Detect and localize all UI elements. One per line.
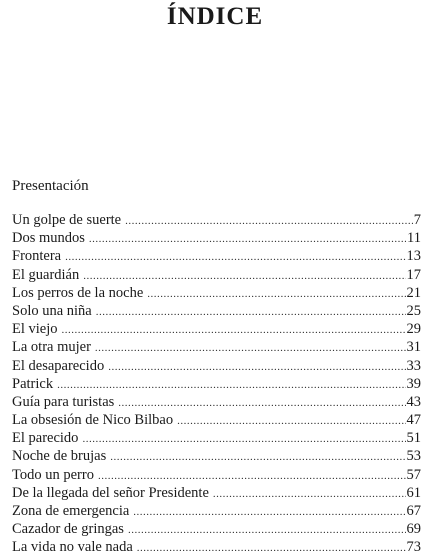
toc-entry-page-number: 73 (406, 539, 421, 556)
toc-entry-title: El desaparecido (12, 357, 105, 374)
toc-entry (12, 466, 421, 484)
toc-entry (12, 538, 421, 556)
page-title: ÍNDICE (166, 3, 264, 30)
toc-leader-dots (98, 467, 406, 485)
toc-entry-title: Zona de emergencia (12, 503, 130, 519)
toc-entry (12, 520, 421, 538)
toc-leader-dots (147, 285, 405, 303)
toc-entry-title: El viejo (12, 321, 58, 338)
toc-entry-page-number: 51 (406, 430, 421, 447)
toc-entry-page-number: 7 (413, 212, 421, 228)
toc-leader-dots (213, 485, 406, 503)
toc-entry (12, 338, 421, 356)
toc-leader-dots (96, 303, 406, 321)
toc-leader-dots (125, 212, 413, 230)
toc-entry-title: De la llegada del señor Presidente (12, 484, 209, 501)
toc-leader-dots (95, 339, 406, 357)
toc-entry-page-number: 13 (406, 248, 421, 265)
toc-leader-dots (110, 448, 405, 466)
toc-entry-title: Todo un perro (12, 466, 94, 483)
toc-entry-page-number: 11 (407, 230, 421, 247)
toc-entry-page-number: 25 (406, 302, 421, 319)
toc-entry (12, 211, 421, 229)
toc-entry-page-number: 61 (406, 484, 421, 501)
toc-leader-dots (82, 430, 405, 448)
toc-leader-dots (177, 412, 405, 430)
toc-entry-title: Los perros de la noche (12, 284, 144, 301)
toc-entry-page-number: 29 (406, 321, 421, 338)
toc-leader-dots (118, 394, 405, 412)
toc-entry-title: La vida no vale nada (12, 539, 133, 556)
toc-leader-dots (133, 503, 405, 521)
toc-entry-page-number: 17 (406, 266, 421, 283)
toc-entry-title: Guía para turistas (12, 393, 115, 410)
toc-entry (12, 447, 421, 465)
toc-entry-title: La obsesión de Nico Bilbao (12, 412, 174, 429)
toc-entry (12, 266, 421, 284)
toc-entry (12, 302, 421, 320)
toc-entry-title: Frontera (12, 248, 62, 265)
toc-entry-title: El guardián (12, 266, 80, 283)
toc-entry (12, 247, 421, 265)
toc-entry-page-number: 39 (406, 375, 421, 392)
toc-entry-title: Solo una niña (12, 302, 92, 319)
toc-entry-title: El parecido (12, 430, 79, 447)
table-of-contents (12, 211, 421, 557)
toc-entry-title: Cazador de gringas (12, 521, 124, 538)
presentation-heading: Presentación (12, 178, 89, 194)
toc-leader-dots (89, 230, 406, 248)
toc-entry-title: Dos mundos (12, 230, 85, 247)
toc-leader-dots (108, 358, 405, 376)
toc-entry (12, 502, 421, 520)
toc-entry (12, 284, 421, 302)
toc-leader-dots (62, 321, 406, 339)
toc-entry-page-number: 33 (406, 357, 421, 374)
toc-entry-title: Patrick (12, 375, 54, 392)
toc-entry-page-number: 31 (406, 339, 421, 356)
toc-entry-page-number: 47 (406, 412, 421, 429)
toc-entry-page-number: 43 (406, 393, 421, 410)
toc-entry-page-number: 21 (406, 284, 421, 301)
toc-entry (12, 229, 421, 247)
toc-entry-page-number: 57 (406, 466, 421, 483)
toc-leader-dots (83, 267, 405, 285)
toc-leader-dots (128, 521, 406, 539)
toc-entry (12, 411, 421, 429)
toc-entry-page-number: 53 (406, 448, 421, 465)
toc-leader-dots (137, 539, 406, 557)
toc-entry-page-number: 69 (406, 521, 421, 538)
toc-entry-title: Noche de brujas (12, 448, 107, 465)
toc-entry-title: Un golpe de suerte (12, 212, 122, 228)
toc-leader-dots (65, 248, 405, 266)
toc-entry-page-number: 67 (406, 503, 421, 519)
toc-entry (12, 320, 421, 338)
toc-entry (12, 357, 421, 375)
toc-entry (12, 484, 421, 502)
toc-entry (12, 429, 421, 447)
toc-entry-title: La otra mujer (12, 339, 91, 356)
toc-entry (12, 393, 421, 411)
toc-leader-dots (57, 376, 405, 394)
toc-entry (12, 375, 421, 393)
